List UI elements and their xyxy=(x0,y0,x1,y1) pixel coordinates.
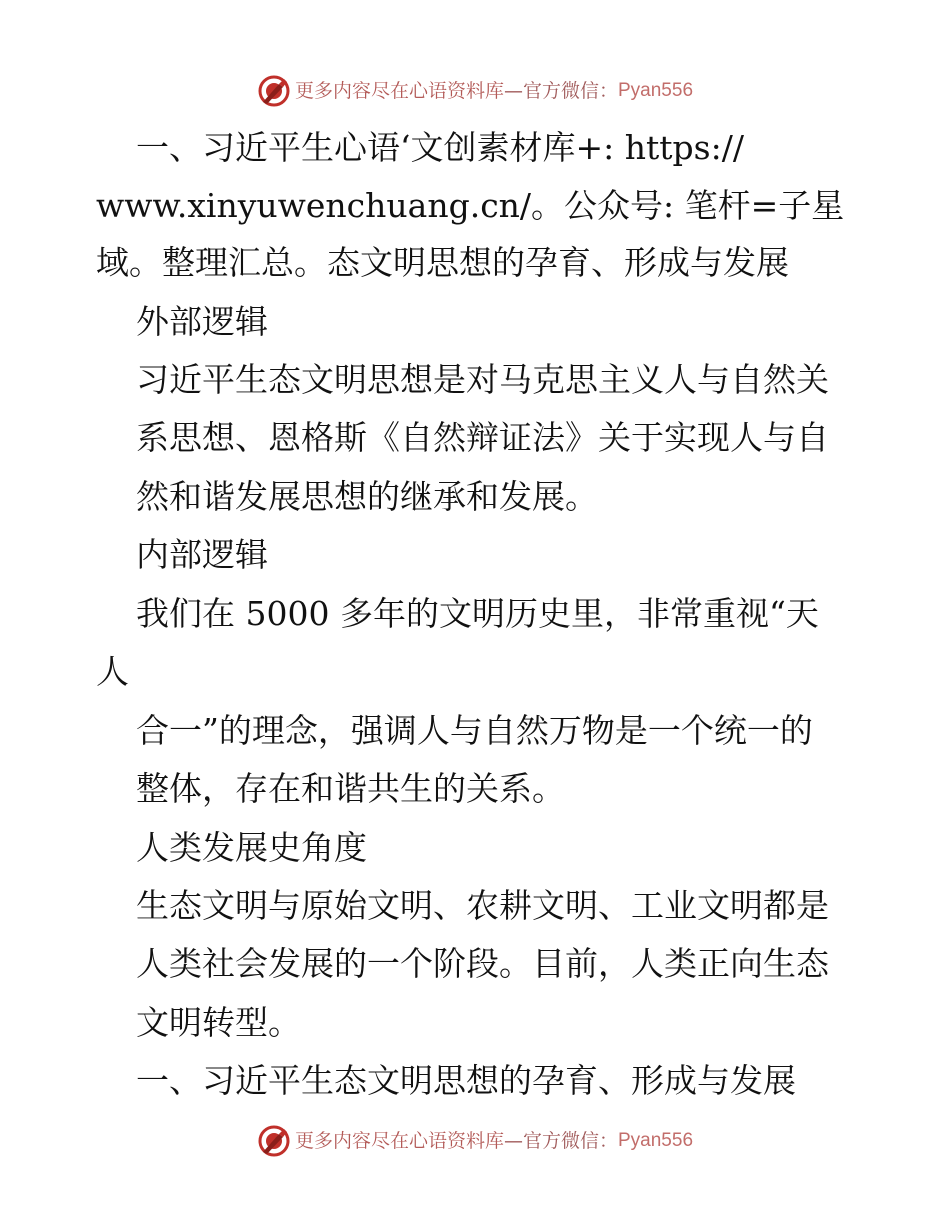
text-line: www.xinyuwenchuang.cn/。公众号: 笔杆=子星 xyxy=(96,186,845,225)
text-line: 一、习近平生态文明思想的孕育、形成与发展 xyxy=(136,1061,796,1100)
text-line: 我们在 5000 多年的文明历史里，非常重视“天 xyxy=(136,594,819,633)
banner-brand-text: 更多内容尽在心语资料库 xyxy=(294,1130,504,1152)
text-line: 整体，存在和谐共生的关系。 xyxy=(136,769,565,808)
section-heading: 外部逻辑 xyxy=(136,302,268,341)
text-line: 合一”的理念，强调人与自然万物是一个统一的 xyxy=(136,711,813,750)
banner-wechat-label: —官方微信： xyxy=(503,1130,618,1152)
text-line: 然和谐发展思想的继承和发展。 xyxy=(136,477,598,516)
text-line: 域。整理汇总。态文明思想的孕育、形成与发展 xyxy=(96,243,789,282)
section-heading: 人类发展史角度 xyxy=(136,828,367,867)
pen-logo-icon xyxy=(257,74,291,108)
text-line: 习近平生态文明思想是对马克思主义人与自然关 xyxy=(136,360,829,399)
text-line: 人类社会发展的一个阶段。目前，人类正向生态 xyxy=(136,944,829,983)
banner-brand-text: 更多内容尽在心语资料库 xyxy=(294,80,504,102)
section-heading: 内部逻辑 xyxy=(136,535,268,574)
header-banner xyxy=(0,74,950,108)
text-line: 生态文明与原始文明、农耕文明、工业文明都是 xyxy=(136,886,829,925)
footer-banner xyxy=(0,1124,950,1158)
text-line: 文明转型。 xyxy=(136,1003,301,1042)
text-line: 系思想、恩格斯《自然辩证法》关于实现人与自 xyxy=(136,418,829,457)
banner-wechat-id: Pyan556 xyxy=(618,1130,694,1151)
text-line: 一、习近平生心语‘文创素材库+: https:// xyxy=(136,128,744,167)
banner-wechat-label: —官方微信： xyxy=(503,80,618,102)
banner-wechat-id: Pyan556 xyxy=(618,80,694,101)
text-line: 人 xyxy=(96,652,129,691)
pen-logo-icon xyxy=(257,1124,291,1158)
